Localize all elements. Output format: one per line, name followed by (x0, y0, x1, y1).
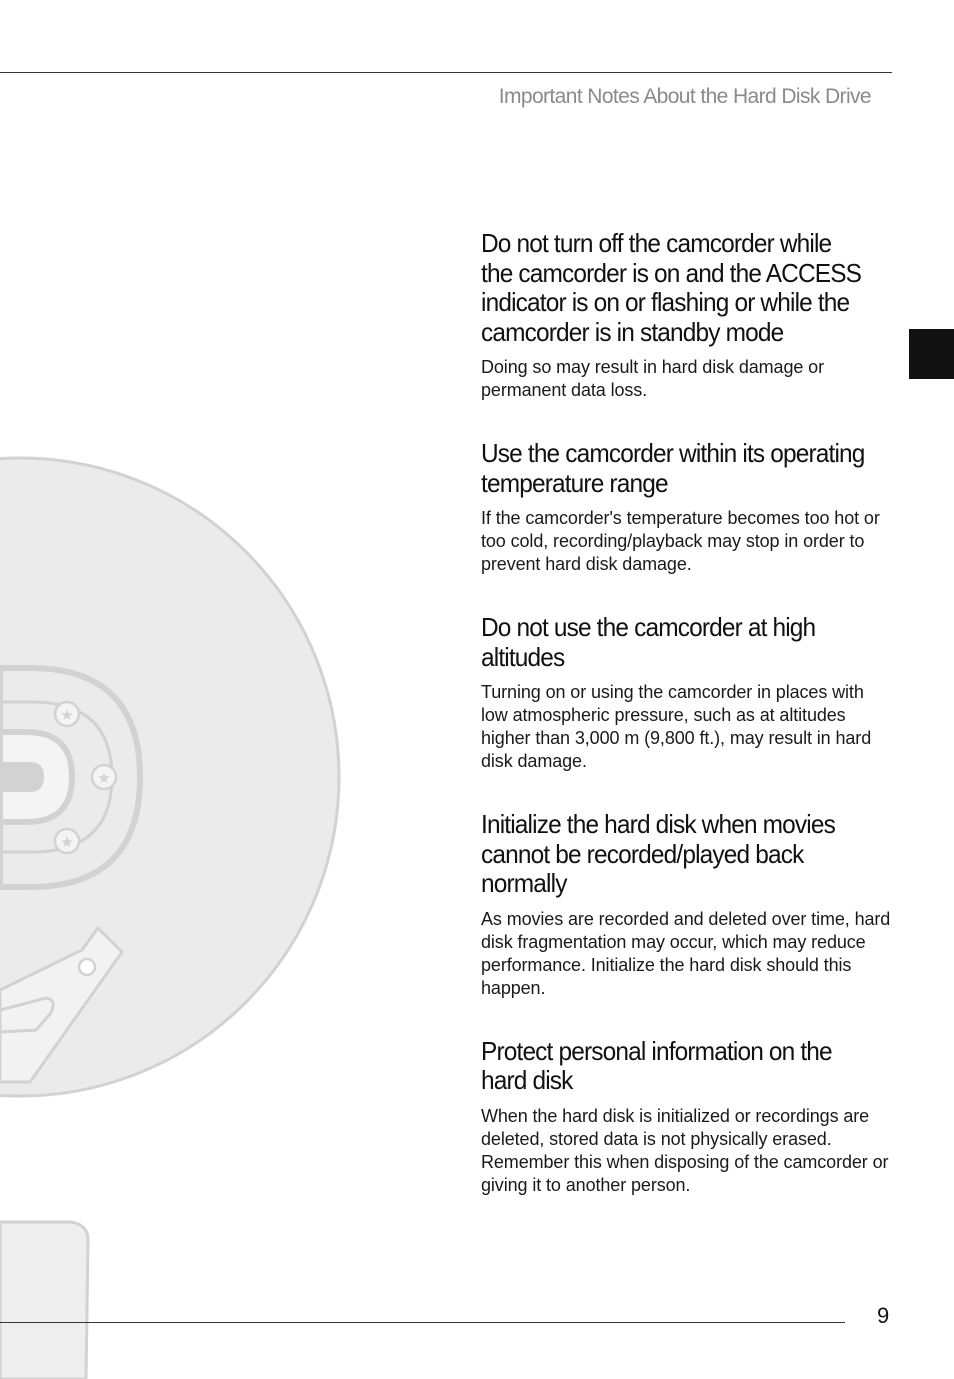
section-heading: Initialize the hard disk when movies cannot be recorded/played back normally (481, 809, 835, 898)
section-power (481, 229, 891, 402)
section-privacy (481, 1037, 891, 1197)
content-column (481, 229, 891, 1234)
section-body: Doing so may result in hard disk damage or permanent data loss. (481, 357, 824, 400)
section-initialize (481, 810, 891, 1000)
section-heading: Do not turn off the camcorder while the camcorder is on and the ACCESS indicator is on or flashing or while the camcorder is in standby mode (481, 228, 862, 347)
page-number: 9 (877, 1303, 890, 1328)
screw-top-icon (55, 702, 79, 726)
section-body: As movies are recorded and deleted over time, hard disk fragmentation may occur, which may reduce performance. Initialize the hard disk should this happen. (481, 908, 891, 998)
section-body: When the hard disk is initialized or recordings are deleted, stored data is not physically erased. Remember this when disposing of the camcorder or giving it to another person. (481, 1105, 889, 1195)
hard-disk-illustration (0, 440, 360, 1379)
device-body-shape (0, 1222, 88, 1379)
section-body: Turning on or using the camcorder in places with low atmospheric pressure, such as at altitudes higher than 3,000 m (9,800 ft.), may result in hard disk damage. (481, 682, 872, 771)
svg-text:★: ★ (60, 706, 74, 724)
section-heading: Do not use the camcorder at high altitudes (481, 612, 816, 672)
svg-text:★: ★ (60, 833, 74, 851)
section-heading: Protect personal information on the hard disk (481, 1035, 832, 1095)
running-header: Important Notes About the Hard Disk Drive (498, 85, 871, 108)
actuator-pivot-shape (79, 959, 95, 975)
section-body: If the camcorder's temperature becomes too hot or too cold, recording/playback may stop in order to prevent hard disk damage. (481, 508, 880, 574)
spindle-center-pill (0, 762, 44, 792)
screw-bottom-icon (55, 829, 79, 853)
section-thumb-tab (909, 329, 954, 379)
section-altitude (481, 613, 891, 773)
bottom-rule (0, 1322, 845, 1323)
top-rule (0, 72, 892, 73)
section-heading: Use the camcorder within its operating temperature range (481, 438, 865, 498)
screw-right-icon (92, 765, 116, 789)
svg-text:★: ★ (97, 769, 111, 787)
section-temperature (481, 439, 891, 576)
